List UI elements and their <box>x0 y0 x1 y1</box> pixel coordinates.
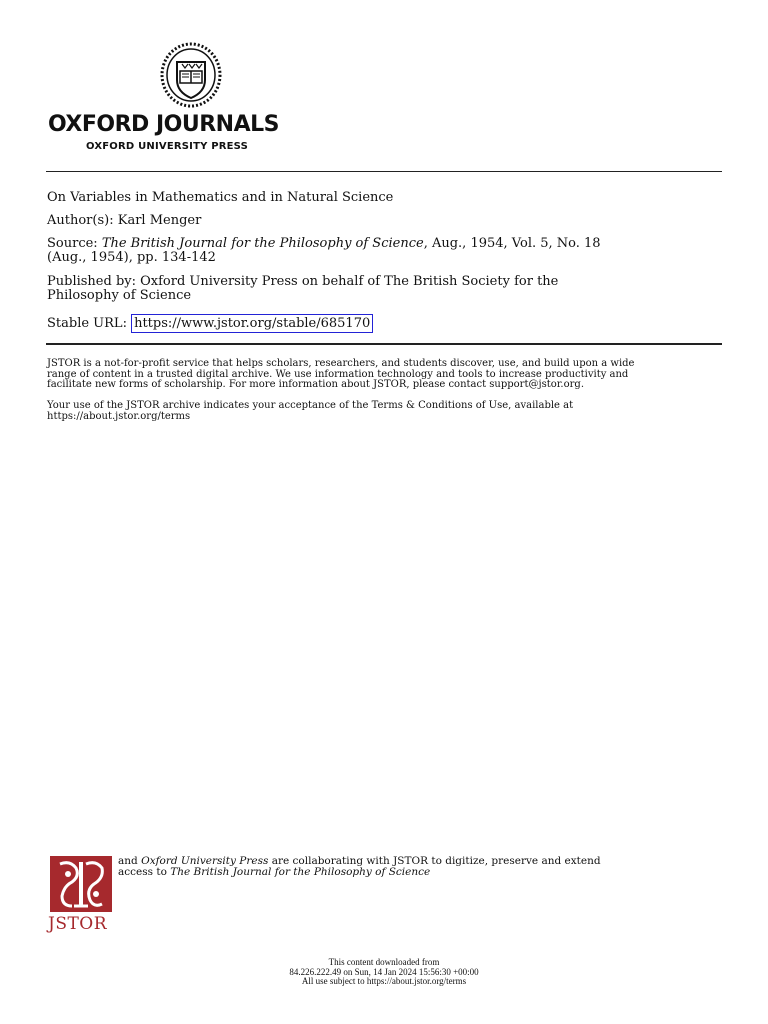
terms-link[interactable]: https://about.jstor.org/terms <box>47 410 191 422</box>
stable-url-label: Stable URL: <box>47 316 132 331</box>
source-prefix: Source: <box>47 236 102 251</box>
collab-publisher: Oxford University Press <box>141 855 269 867</box>
brand-name: OXFORD JOURNALS <box>48 112 279 137</box>
notice-line: facilitate new forms of scholarship. For more information about JSTOR, please contact support@jstor.org. <box>47 379 584 390</box>
terms-line: Your use of the JSTOR archive indicates your acceptance of the Terms & Conditions of Use, available at <box>47 400 574 411</box>
article-authors: Author(s): Karl Menger <box>47 213 202 228</box>
article-title: On Variables in Mathematics and in Natural Science <box>47 190 394 205</box>
collab-journal: The British Journal for the Philosophy of Science <box>170 866 431 878</box>
collab-access: access to <box>118 866 171 878</box>
jstor-logo <box>48 856 114 934</box>
oxford-journals-logo <box>48 42 348 154</box>
jstor-notice <box>47 359 727 391</box>
notice-line: JSTOR is a not-for-profit service that helps scholars, researchers, and students discover, use, and build upon a wide <box>47 358 635 369</box>
published-by-line2: Philosophy of Science <box>47 288 192 303</box>
footer-line: 84.226.222.49 on Sun, 14 Jan 2024 15:56:30 +00:00 <box>289 966 479 977</box>
collab-and: and <box>118 855 142 867</box>
collab-line2 <box>118 867 430 879</box>
source-rest: , Aug., 1954, Vol. 5, No. 18 <box>423 236 601 251</box>
stable-url-link[interactable]: https://www.jstor.org/stable/685170 <box>131 314 373 333</box>
footer-terms: All use subject to https://about.jstor.org/terms <box>301 976 467 986</box>
jstor-emblem-icon <box>50 856 112 912</box>
footer-line: This content downloaded from <box>328 957 440 967</box>
article-source-line2: (Aug., 1954), pp. 134-142 <box>47 250 216 265</box>
stable-url-row <box>47 317 373 331</box>
download-footer <box>0 958 768 987</box>
metadata-divider <box>46 343 722 345</box>
header-divider <box>46 171 722 172</box>
source-journal: The British Journal for the Philosophy of Science <box>101 236 424 251</box>
notice-line: range of content in a trusted digital archive. We use information technology and tools to increase productivity and <box>47 368 629 380</box>
terms-notice <box>47 401 727 422</box>
collab-rest: are collaborating with JSTOR to digitize, preserve and extend <box>268 855 601 867</box>
oxford-crest-icon <box>160 42 222 108</box>
press-name: OXFORD UNIVERSITY PRESS <box>86 141 249 152</box>
jstor-wordmark: JSTOR <box>48 914 108 934</box>
published-by-line1: Published by: Oxford University Press on behalf of The British Society for the <box>47 274 559 289</box>
article-source <box>47 237 601 251</box>
